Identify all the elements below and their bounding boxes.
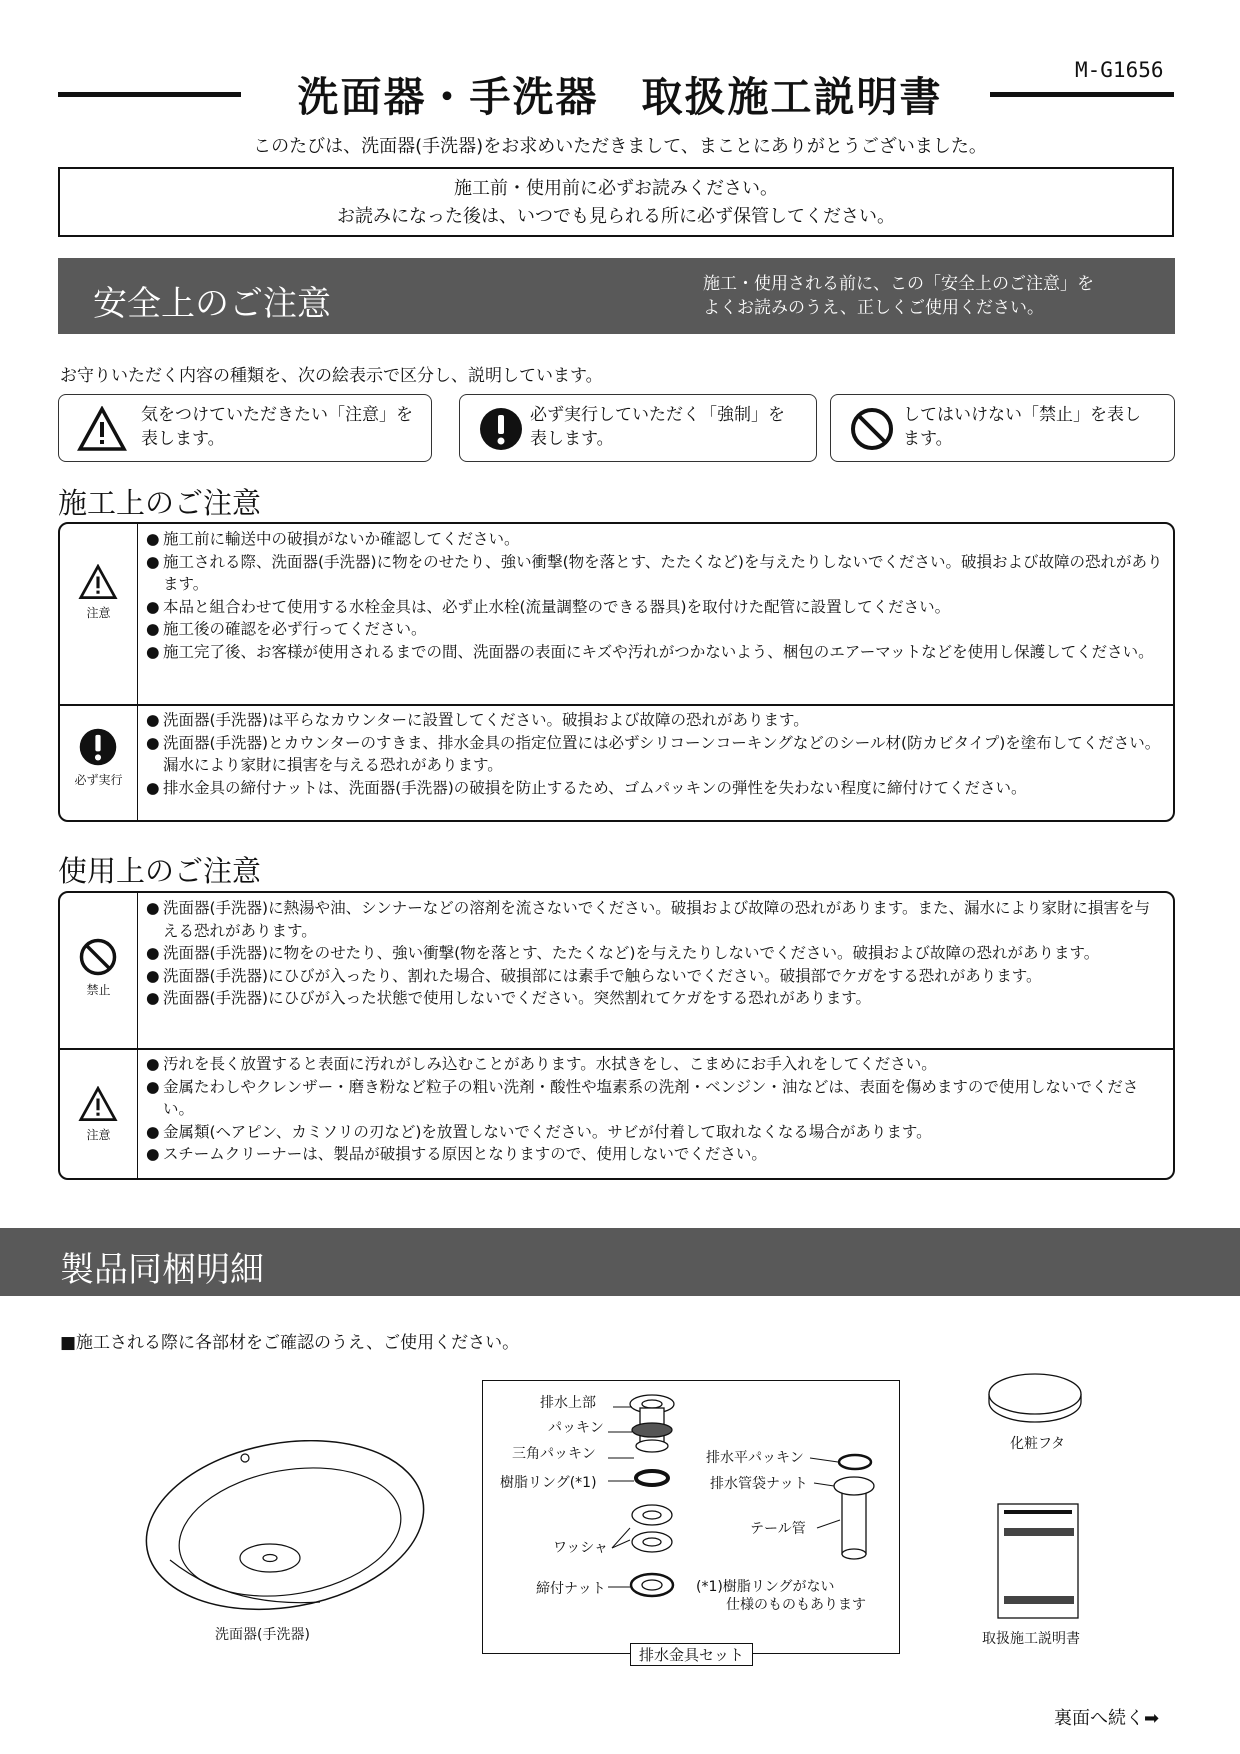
caution-label: 注意 <box>86 1128 111 1142</box>
usage-prohibit-list <box>146 897 1163 1010</box>
list-item: ● 本品と組合わせて使用する水栓金具は、必ず止水栓(流量調整のできる器具)を取付けた配管に設置してください。 <box>146 596 1163 619</box>
legend-caution <box>58 394 432 462</box>
caution-triangle-icon <box>77 406 127 452</box>
manual-label: 取扱施工説明書 <box>982 1631 1080 1647</box>
notice-line-1: 施工前・使用前に必ずお読みください。 <box>454 178 778 199</box>
list-item: ● 施工後の確認を必ず行ってください。 <box>146 618 1163 641</box>
basin-illustration <box>140 1440 430 1620</box>
legend-mandatory-text <box>530 403 785 451</box>
safety-note-line-1: 施工・使用される前に、この「安全上のご注意」を <box>703 274 1094 294</box>
usage-prohibit-cell <box>60 893 138 1048</box>
thanks-message: このたびは、洗面器(手洗器)をお求めいただきまして、まことにありがとうございました。 <box>253 136 987 157</box>
drain-set-label: 排水金具セット <box>630 1643 753 1666</box>
list-item: ● 洗面器(手洗器)とカウンターのすきま、排水金具の指定位置には必ずシリコーンコーキングなどのシール材(防カビタイプ)を塗布してください。漏水により家財に損害を与える恐れがあります。 <box>146 732 1163 777</box>
legend-prohibition <box>830 394 1175 462</box>
continue-on-back: 裏面へ続く➡ <box>1054 1708 1160 1729</box>
list-item: ● スチームクリーナーは、製品が破損する原因となりますので、使用しないでください。 <box>146 1143 1163 1166</box>
usage-caution-cell <box>60 1049 138 1180</box>
bag-nut-label: 排水管袋ナット <box>710 1476 808 1492</box>
legend-prohibition-line-1: してはいけない「禁止」を表し <box>903 405 1141 425</box>
decorative-cap-illustration <box>985 1368 1085 1430</box>
installation-heading: 施工上のご注意 <box>58 486 262 520</box>
mandatory-label: 必ず実行 <box>74 773 123 787</box>
notice-line-2: お読みになった後は、いつでも見られる所に必ず保管してください。 <box>337 206 895 227</box>
list-item: ● 洗面器(手洗器)にひびが入ったり、割れた場合、破損部には素手で触らないでください。破損部でケガをする恐れがあります。 <box>146 965 1163 988</box>
resin-ring-note-line-1: (*1)樹脂リングがない <box>696 1579 835 1595</box>
list-item: ● 金属類(ヘアピン、カミソリの刃など)を放置しないでください。サビが付着して取れなくなる場合があります。 <box>146 1121 1163 1144</box>
usage-caution-row <box>60 1049 1173 1180</box>
caution-triangle-icon <box>78 1086 118 1122</box>
list-item: ● 施工前に輸送中の破損がないか確認してください。 <box>146 528 1163 551</box>
drain-upper-label: 排水上部 <box>540 1395 596 1411</box>
safety-note <box>703 272 1094 320</box>
read-before-notice <box>58 167 1174 237</box>
triangle-packing-label: 三角パッキン <box>512 1446 596 1462</box>
usage-caution-list <box>146 1053 1163 1166</box>
resin-ring-note-line-2: 仕様のものもあります <box>726 1597 866 1613</box>
prohibition-icon <box>78 937 118 977</box>
mandatory-exclamation-icon <box>478 406 524 452</box>
legend-intro: お守りいただく内容の種類を、次の絵表示で区分し、説明しています。 <box>60 366 603 386</box>
usage-heading: 使用上のご注意 <box>58 854 262 888</box>
usage-table <box>58 891 1175 1180</box>
installation-mandatory-cell <box>60 705 138 822</box>
list-item: ● 排水金具の締付ナットは、洗面器(手洗器)の破損を防止するため、ゴムパッキンの弾性を失わない程度に締付けてください。 <box>146 777 1163 800</box>
list-item: ● 施工完了後、お客様が使用されるまでの間、洗面器の表面にキズや汚れがつかないよう、梱包のエアーマットなどを使用し保護してください。 <box>146 641 1163 664</box>
legend-mandatory <box>459 394 817 462</box>
list-item: ● 洗面器(手洗器)は平らなカウンターに設置してください。破損および故障の恐れがあります。 <box>146 709 1163 732</box>
list-item: ● 洗面器(手洗器)に熱湯や油、シンナーなどの溶剤を流さないでください。破損および故障の恐れがあります。また、漏水により家財に損害を与える恐れがあります。 <box>146 897 1163 942</box>
safety-heading-band <box>58 258 1175 334</box>
list-item: ● 施工される際、洗面器(手洗器)に物をのせたり、強い衝撃(物を落とす、たたくなど)を与えたりしないでください。破損および故障の恐れがあります。 <box>146 551 1163 596</box>
mandatory-exclamation-icon <box>78 727 118 767</box>
installation-mandatory-list <box>146 709 1163 799</box>
usage-prohibit-row <box>60 893 1173 1048</box>
parts-intro: ■施工される際に各部材をご確認のうえ、ご使用ください。 <box>60 1333 520 1353</box>
installation-caution-list <box>146 528 1163 663</box>
legend-mandatory-line-1: 必ず実行していただく「強制」を <box>530 405 785 425</box>
flat-packing-label: 排水平パッキン <box>706 1450 804 1466</box>
legend-prohibition-text <box>903 403 1141 451</box>
safety-note-line-2: よくお読みのうえ、正しくご使用ください。 <box>703 298 1045 318</box>
page-title: 洗面器・手洗器 取扱施工説明書 <box>297 73 943 121</box>
list-item: ● 洗面器(手洗器)に物をのせたり、強い衝撃(物を落とす、たたくなど)を与えたりしないでください。破損および故障の恐れがあります。 <box>146 942 1163 965</box>
document-code: M-G1656 <box>1075 58 1164 82</box>
installation-caution-row <box>60 524 1173 704</box>
manual-illustration <box>996 1502 1080 1620</box>
safety-heading: 安全上のご注意 <box>93 284 331 324</box>
packing-label: パッキン <box>548 1420 604 1436</box>
legend-caution-line-1: 気をつけていただきたい「注意」を <box>141 405 413 425</box>
legend-mandatory-line-2: 表します。 <box>530 429 614 449</box>
prohibit-label: 禁止 <box>86 983 111 997</box>
tighten-nut-label: 締付ナット <box>536 1581 606 1597</box>
list-item: ● 汚れを長く放置すると表面に汚れがしみ込むことがあります。水拭きをし、こまめにお手入れをしてください。 <box>146 1053 1163 1076</box>
list-item: ● 金属たわしやクレンザー・磨き粉など粒子の粗い洗剤・酸性や塩素系の洗剤・ベンジン・油などは、表面を傷めますので使用しないでください。 <box>146 1076 1163 1121</box>
list-item: ● 洗面器(手洗器)にひびが入った状態で使用しないでください。突然割れてケガをする恐れがあります。 <box>146 987 1163 1010</box>
legend-prohibition-line-2: ます。 <box>903 429 953 449</box>
resin-ring-note <box>696 1578 866 1614</box>
washer-label: ワッシャ <box>553 1540 609 1556</box>
caution-triangle-icon <box>78 564 118 600</box>
basin-label: 洗面器(手洗器) <box>215 1627 310 1643</box>
cap-label: 化粧フタ <box>1010 1436 1066 1452</box>
prohibition-icon <box>849 406 895 452</box>
legend-caution-line-2: 表します。 <box>141 429 225 449</box>
parts-heading-band <box>0 1228 1240 1296</box>
caution-label: 注意 <box>86 606 111 620</box>
parts-heading: 製品同梱明細 <box>60 1250 264 1290</box>
resin-ring-label: 樹脂リング(*1) <box>500 1475 597 1491</box>
installation-mandatory-row <box>60 705 1173 822</box>
installation-table <box>58 522 1175 822</box>
legend-caution-text <box>141 403 413 451</box>
installation-caution-cell <box>60 524 138 704</box>
tail-pipe-label: テール管 <box>750 1521 806 1537</box>
